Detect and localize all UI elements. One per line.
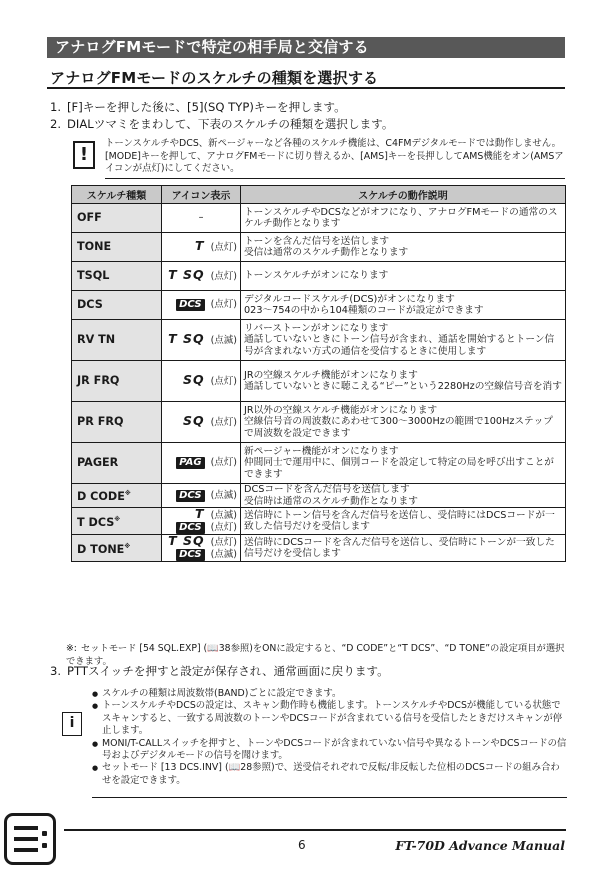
subsection-underline [47, 87, 565, 89]
squelch-type-cell [72, 204, 162, 233]
display-icon [165, 415, 237, 429]
description-cell: 送信時にDCSコードを含んだ信号を送信し、受信時にトーンが一致した信号だけを受信します [241, 535, 566, 562]
description-cell: デジタルコードスケルチ(DCS)がオンになります 023～754の中から104種類のコードが設定ができます [241, 291, 566, 320]
icon-display-cell [162, 320, 241, 361]
squelch-type-label: TONE [77, 240, 112, 254]
table-row [72, 443, 566, 484]
icon-status: (点滅) [210, 489, 237, 501]
icon-status: (点灯) [210, 376, 237, 387]
display-icon [165, 508, 237, 522]
squelch-type-label: JR FRQ [77, 374, 120, 388]
note-item: ● スケルチの種類は周波数帯(BAND)ごとに設定できます。 [92, 688, 567, 700]
squelch-type-cell [72, 535, 162, 562]
step-number: 1. [50, 100, 62, 114]
display-icon [165, 240, 237, 254]
squelch-type-label: PAGER [77, 456, 119, 470]
squelch-type-label: D CODE [77, 490, 125, 504]
step-text: DIALツマミをまわして、下表のスケルチの種類を選択します。 [67, 117, 394, 131]
step-1 [50, 99, 346, 115]
icon-status: (点灯) [210, 457, 237, 468]
info-note-icon: i [62, 712, 82, 736]
footnote-text: セットモード [54 SQL.EXP] (📖38参照)をONに設定すると、“D CODE”と“T DCS”、“D TONE”の設定項目が選択できます。 [66, 643, 565, 667]
icon-display-cell [162, 443, 241, 484]
lcd-box-icon: PAG [176, 457, 204, 469]
icon-status: (点灯) [210, 299, 237, 310]
lcd-box-icon: DCS [176, 490, 205, 502]
table-row [72, 361, 566, 402]
footer-divider [64, 829, 566, 831]
step-text: PTTスイッチを押すと設定が保存され、通常画面に戻ります。 [67, 664, 389, 678]
note-item: ● MONI/T-CALLスイッチを押すと、トーンやDCSコードが含まれていない信号や異なるトーンやDCSコードの信号およびデジタルモードの信号を聞けます。 [92, 738, 567, 763]
description-cell: 新ページャー機能がオンになります 仲間同士で運用中に、個別コードを設定して特定の局を呼び出すことができます [241, 443, 566, 484]
display-icon [165, 490, 237, 502]
icon-display-cell [162, 204, 241, 233]
icon-display-cell [162, 233, 241, 262]
lcd-box-icon: DCS [176, 299, 205, 311]
note-item: ● トーンスケルチやDCSの設定は、スキャン動作時も機能します。トーンスケルチやDCSが機能している状態でスキャンすると、一致する周波数のトーンやDCSコードが含まれている信号を受信したときだけスキャンが停止します。 [92, 700, 567, 737]
squelch-type-cell [72, 443, 162, 484]
menu-icon-line [14, 826, 38, 830]
squelch-type-label: DCS [77, 298, 103, 312]
lcd-text-icon: T [195, 238, 205, 253]
icon-status: (点灯) [210, 417, 237, 428]
table-row [72, 291, 566, 320]
page-number: 6 [298, 838, 306, 852]
step-2 [50, 116, 393, 132]
step-number: 2. [50, 117, 62, 131]
table-row [72, 320, 566, 361]
squelch-type-cell [72, 508, 162, 535]
description-cell: トーンスケルチがオンになります [241, 262, 566, 291]
menu-icon-line [14, 848, 38, 852]
note-item: ● セットモード [13 DCS.INV] (📖28参照)で、送受信それぞれで反転/非反転した位相のDCSコードの組み合わせを設定できます。 [92, 762, 567, 787]
icon-display-cell [162, 508, 241, 535]
icon-display-cell [162, 361, 241, 402]
footnote-mark: ※ [114, 515, 121, 523]
squelch-type-cell [72, 233, 162, 262]
step-number: 3. [50, 664, 62, 678]
icon-status: (点滅) [210, 335, 237, 346]
squelch-type-label: RV TN [77, 333, 116, 347]
description-cell: リバーストーンがオンになります 通話していないときにトーン信号が含まれ、通話を開始するとトーン信号が含まれない方式の通信を受信するときに使用します [241, 320, 566, 361]
manual-title: FT-70D Advance Manual [395, 838, 565, 853]
squelch-type-label: TSQL [77, 269, 110, 283]
icon-status: (点滅) [210, 549, 237, 560]
table-row [72, 535, 566, 562]
icon-status: (点灯) [210, 537, 237, 548]
squelch-type-label: D TONE [77, 542, 125, 556]
squelch-type-cell [72, 262, 162, 291]
lcd-text-icon: SQ [182, 413, 205, 428]
footnote-mark: ※ [124, 490, 131, 498]
display-icon [165, 212, 237, 223]
description-cell: トーンを含んだ信号を送信します 受信は通常のスケルチ動作となります [241, 233, 566, 262]
description-cell: 送信時にトーン信号を含んだ信号を送信し、受信時にはDCSコードが一致した信号だけを受信します [241, 508, 566, 535]
squelch-type-cell [72, 402, 162, 443]
menu-icon-dot [42, 843, 47, 848]
menu-icon-line [14, 837, 38, 841]
description-cell: トーンスケルチやDCSなどがオフになり、アナログFMモードの通常のスケルチ動作となります [241, 204, 566, 233]
display-icon [165, 333, 237, 347]
table-row [72, 484, 566, 508]
footnote-mark: ※ [124, 542, 131, 550]
lcd-box-icon: DCS [176, 549, 205, 561]
note-list [92, 688, 567, 787]
display-icon [165, 457, 237, 469]
header-squelch-type: スケルチ種類 [72, 186, 162, 204]
icon-display-cell [162, 291, 241, 320]
icon-display-cell [162, 484, 241, 508]
table-row [72, 402, 566, 443]
icon-display-cell [162, 262, 241, 291]
squelch-type-label: PR FRQ [77, 415, 124, 429]
note-divider [92, 797, 567, 798]
squelch-type-cell [72, 320, 162, 361]
icon-status: (点灯) [210, 242, 237, 253]
lcd-text-icon: T SQ [168, 533, 205, 548]
display-icon [165, 549, 237, 561]
squelch-type-table [71, 185, 566, 562]
icon-display-cell [162, 402, 241, 443]
squelch-type-cell [72, 361, 162, 402]
lcd-box-icon: DCS [176, 522, 205, 534]
table-row [72, 204, 566, 233]
squelch-type-label: T DCS [77, 515, 115, 529]
warning-text: トーンスケルチやDCS、新ページャーなど各種のスケルチ機能は、C4FMデジタルモードでは動作しません。[MODE]キーを押して、アナログFMモードに切り替えるか、[AMS]キーを長押ししてAMS機能をオン(AMSアイコンが点灯)にしてください。 [105, 138, 564, 174]
icon-display-cell [162, 535, 241, 562]
footnote-mark: ※: [66, 643, 77, 654]
display-icon [165, 535, 237, 549]
table-row [72, 233, 566, 262]
lcd-text-icon: SQ [182, 372, 205, 387]
icon-status: (点灯) [210, 522, 237, 533]
section-title: アナログFMモードで特定の相手局と交信する [47, 37, 565, 58]
step-text: [F]キーを押した後に、[5](SQ TYP)キーを押します。 [67, 100, 346, 114]
display-icon [165, 299, 237, 311]
icon-status: (点灯) [210, 271, 237, 282]
warning-divider [105, 178, 565, 179]
description-cell: JR以外の空線スケルチ機能がオンになります 空線信号音の周波数にあわせて300～3000Hzの範囲で100Hzステップで周波数を設定できます [241, 402, 566, 443]
warning-icon: ! [73, 141, 95, 169]
table-header-row [72, 186, 566, 204]
display-icon [165, 269, 237, 283]
description-cell: JRの空線スケルチ機能がオンになります 通話していないときに聴こえる“ピー”という2280Hzの空線信号音を消す [241, 361, 566, 402]
menu-icon[interactable] [4, 813, 56, 865]
squelch-type-cell [72, 484, 162, 508]
header-icon-display: アイコン表示 [162, 186, 241, 204]
header-description: スケルチの動作説明 [241, 186, 566, 204]
lcd-text-icon: T SQ [168, 267, 205, 282]
display-icon [165, 374, 237, 388]
squelch-type-label: OFF [77, 211, 102, 225]
description-cell: DCSコードを含んだ信号を送信します 受信時は通常のスケルチ動作となります [241, 484, 566, 508]
lcd-text-icon: T [195, 506, 205, 521]
table-row [72, 508, 566, 535]
squelch-type-cell [72, 291, 162, 320]
step-3 [50, 663, 389, 679]
menu-icon-dot [42, 831, 47, 836]
lcd-text-icon: – [198, 212, 204, 224]
table-row [72, 262, 566, 291]
icon-status: (点滅) [210, 510, 237, 521]
subsection-title: アナログFMモードのスケルチの種類を選択する [50, 69, 379, 87]
lcd-text-icon: T SQ [168, 331, 205, 346]
